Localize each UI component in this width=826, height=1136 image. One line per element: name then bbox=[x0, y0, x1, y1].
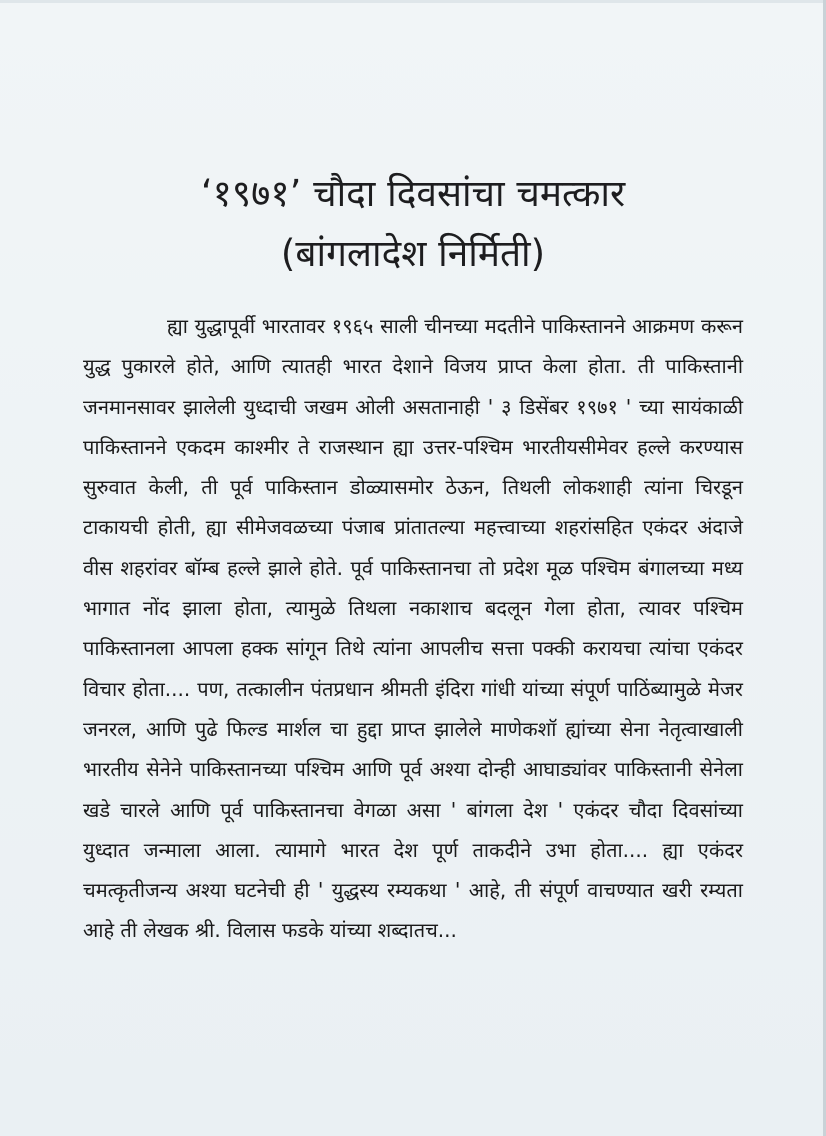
body-paragraph: ह्या युद्धापूर्वी भारतावर १९६५ साली चीनच्या मदतीने पाकिस्तानने आक्रमण करून युद्ध पुकारले होते, आणि त्यातही भारत देशाने विजय प्राप्त केला होता. ती पाकिस्तानी जनमानसावर झालेली युध्दाची जखम ओली असतानाही ' ३ डिसेंबर १९७१ ' च्या सायंकाळी पाकिस्तानने एकदम काश्मीर ते राजस्थान ह्या उत्तर-पश्चिम भारतीयसीमेवर हल्ले करण्यास सुरुवात केली, ती पूर्व पाकिस्तान डोळ्यासमोर ठेऊन, तिथली लोकशाही त्यांना चिरडून टाकायची होती, ह्या सीमेजवळच्या पंजाब प्रांतातल्या महत्त्वाच्या शहरांसहित एकंदर अंदाजे वीस शहरांवर बॉम्ब हल्ले झाले होते. पूर्व पाकिस्तानचा तो प्रदेश मूळ पश्चिम बंगालच्या मध्य भागात नोंद झाला होता, त्यामुळे तिथला नकाशाच बदलून गेला होता, त्यावर पश्चिम पाकिस्तानला आपला हक्क सांगून तिथे त्यांना आपलीच सत्ता पक्की करायचा त्यांचा एकंदर विचार होता.... पण, तत्कालीन पंतप्रधान श्रीमती इंदिरा गांधी यांच्या संपूर्ण पाठिंब्यामुळे मेजर जनरल, आणि पुढे फिल्ड मार्शल चा हुद्दा प्राप्त झालेले माणेकशॉ ह्यांच्या सेना नेतृत्वाखाली भारतीय सेनेने पाकिस्तानच्या पश्चिम आणि पूर्व अश्या दोन्ही आघाड्यांवर पाकिस्तानी सेनेला खडे चारले आणि पूर्व पाकिस्तानचा वेगळा असा ' बांगला देश ' एकंदर चौदा दिवसांच्या युध्दात जन्माला आला. त्यामागे भारत देश पूर्ण ताकदीने उभा होता.... ह्या एकंदर चमत्कृतीजन्य अश्या घटनेची ही ' युद्धस्य रम्यकथा ' आहे, ती संपूर्ण वाचण्यात खरी रम्यता आहे ती लेखक श्री. विलास फडके यांच्या शब्दातच... bbox=[83, 314, 743, 943]
page-top-edge bbox=[0, 0, 826, 3]
page-title-line-1: ‘१९७१’ चौदा दिवसांचा चमत्कार bbox=[200, 172, 626, 215]
page-title-line-2: (बांगलादेश निर्मिती) bbox=[280, 232, 546, 275]
